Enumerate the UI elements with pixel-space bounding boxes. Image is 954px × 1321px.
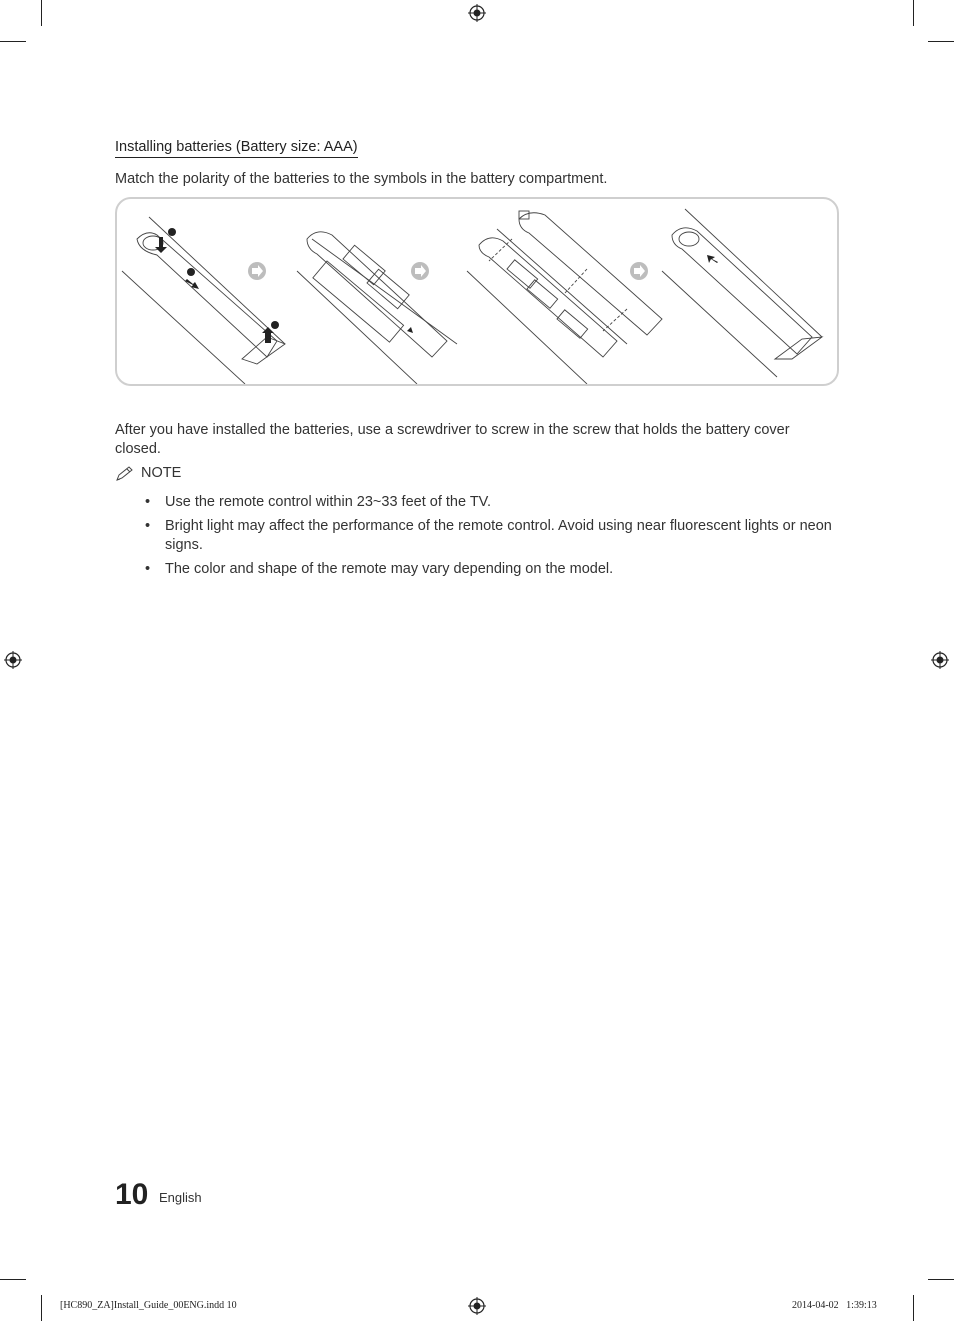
bullet-icon: •: [145, 561, 151, 577]
crop-mark: [0, 41, 26, 42]
exploded-cover-icon: [467, 211, 662, 384]
crop-mark: [41, 1295, 42, 1321]
battery-installation-figure: [115, 197, 839, 386]
list-item: [145, 560, 845, 579]
note-header: [115, 464, 181, 483]
after-install-text: After you have installed the batteries, use a screwdriver to screw in the screw that holds the battery cover closed.: [115, 422, 790, 457]
note-label: NOTE: [141, 465, 182, 481]
slug-timestamp: 2014-04-02 1:39:13: [792, 1300, 877, 1311]
crop-mark: [0, 1279, 26, 1280]
crop-mark: [913, 0, 914, 26]
arrow-down-icon: [155, 237, 167, 253]
step-marker: [168, 228, 279, 329]
registration-mark-icon: [4, 651, 22, 669]
bullet-icon: •: [145, 518, 151, 534]
crop-mark: [41, 0, 42, 26]
arrow-right-circle-icon: [411, 262, 429, 280]
slug-filename: [HC890_ZA]Install_Guide_00ENG.indd 10: [60, 1300, 237, 1311]
list-item-text: Use the remote control within 23~33 feet of the TV.: [165, 494, 492, 510]
pencil-note-icon: [115, 466, 135, 482]
page-language: English: [159, 1190, 202, 1205]
list-item-text: The color and shape of the remote may vary depending on the model.: [165, 561, 614, 577]
crop-mark: [913, 1295, 914, 1321]
arrow-right-circle-icon: [248, 262, 266, 280]
arrow-diagonal-icon: [707, 255, 718, 263]
arrow-right-circle-icon: [630, 262, 648, 280]
list-item: [145, 517, 845, 555]
remote-back-cover-icon: [122, 217, 285, 384]
battery-steps-illustration: [117, 199, 837, 384]
closed-remote-icon: [662, 209, 822, 377]
bullet-icon: •: [145, 494, 151, 510]
list-item: [145, 493, 845, 512]
crop-mark: [928, 1279, 954, 1280]
list-item-text: Bright light may affect the performance of the remote control. Avoid using near fluorescent lights or neon signs.: [165, 518, 832, 553]
battery-compartment-icon: [297, 232, 457, 384]
registration-mark-icon: [931, 651, 949, 669]
intro-text: Match the polarity of the batteries to the symbols in the battery compartment.: [115, 171, 608, 187]
page-number: 10: [115, 1178, 149, 1211]
note-list: [145, 493, 845, 584]
section-heading: Installing batteries (Battery size: AAA): [115, 138, 358, 158]
crop-mark: [928, 41, 954, 42]
registration-mark-icon: [468, 4, 486, 22]
registration-mark-icon: [468, 1297, 486, 1315]
